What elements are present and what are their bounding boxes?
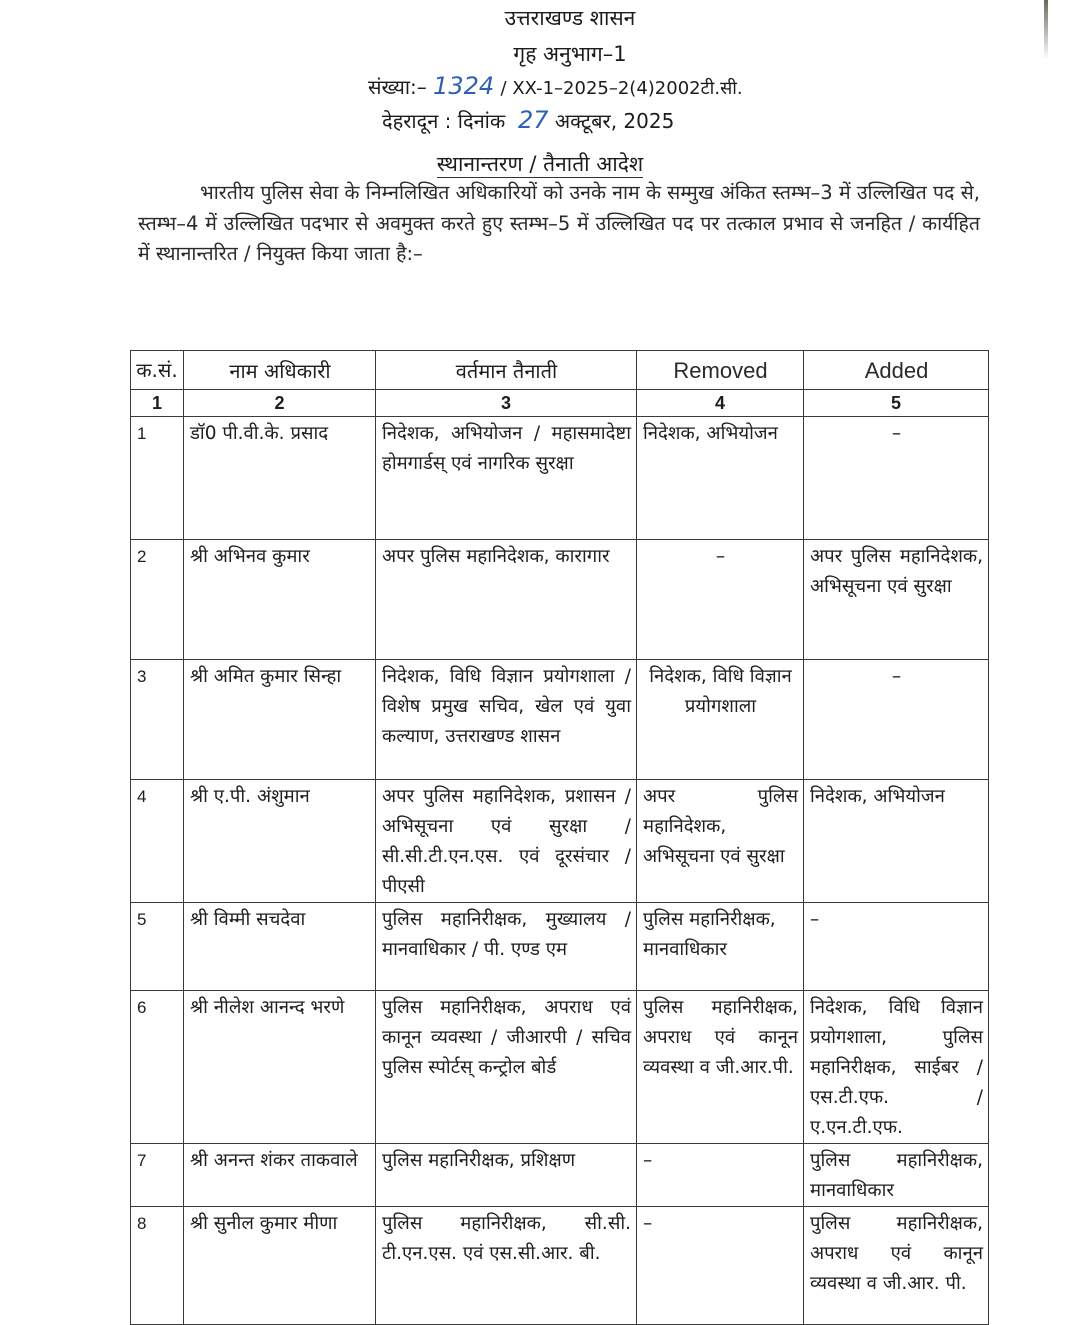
ref-handwritten-number: 1324 [433, 72, 495, 100]
serial-cell: 8 [131, 1207, 184, 1325]
name-cell: श्री नीलेश आनन्द भरणे [184, 991, 376, 1144]
added-cell: – [804, 417, 989, 540]
table-row [131, 1207, 989, 1325]
removed-cell: पुलिस महानिरीक्षक, मानवाधिकार [637, 903, 804, 991]
serial-cell: 5 [131, 903, 184, 991]
current-posting-cell: निदेशक, अभियोजन / महासमादेष्टा होमगार्डस् एवं नागरिक सुरक्षा [376, 417, 637, 540]
table-header-row [131, 351, 989, 390]
table-row [131, 540, 989, 660]
name-cell: श्री विम्मी सचदेवा [184, 903, 376, 991]
current-posting-cell: पुलिस महानिरीक्षक, प्रशिक्षण [376, 1144, 637, 1207]
removed-cell: – [637, 1207, 804, 1325]
column-number: 3 [376, 390, 637, 417]
name-cell: श्री ए.पी. अंशुमान [184, 780, 376, 903]
removed-cell: – [637, 1144, 804, 1207]
current-posting-cell: पुलिस महानिरीक्षक, सी.सी. टी.एन.एस. एवं एस.सी.आर. बी. [376, 1207, 637, 1325]
column-number: 2 [184, 390, 376, 417]
date-label: देहरादून : दिनांक [382, 109, 506, 133]
column-number: 4 [637, 390, 804, 417]
name-cell: श्री अमित कुमार सिन्हा [184, 660, 376, 780]
name-cell: श्री सुनील कुमार मीणा [184, 1207, 376, 1325]
serial-cell: 1 [131, 417, 184, 540]
name-cell: श्री अनन्त शंकर ताकवाले [184, 1144, 376, 1207]
order-title-text: स्थानान्तरण / तैनाती आदेश [436, 152, 644, 176]
ref-code: / XX-1–2025–2(4)2002टी.सी. [500, 78, 743, 99]
added-cell: निदेशक, अभियोजन [804, 780, 989, 903]
transfer-table [130, 350, 989, 1325]
serial-cell: 4 [131, 780, 184, 903]
added-cell: – [804, 903, 989, 991]
header-name: नाम अधिकारी [184, 351, 376, 390]
section-heading: गृह अनुभाग–1 [513, 42, 627, 66]
table-row [131, 660, 989, 780]
table-row [131, 1144, 989, 1207]
name-cell: श्री अभिनव कुमार [184, 540, 376, 660]
current-posting-cell: निदेशक, विधि विज्ञान प्रयोगशाला / विशेष प्रमुख सचिव, खेल एवं युवा कल्याण, उत्तराखण्ड शासन [376, 660, 637, 780]
table-row [131, 780, 989, 903]
header-added: Added [804, 351, 989, 390]
table-row [131, 903, 989, 991]
table-row [131, 417, 989, 540]
government-heading: उत्तराखण्ड शासन [504, 6, 636, 30]
added-cell: पुलिस महानिरीक्षक, मानवाधिकार [804, 1144, 989, 1207]
column-number: 5 [804, 390, 989, 417]
table-row [131, 991, 989, 1144]
current-posting-cell: अपर पुलिस महानिदेशक, प्रशासन / अभिसूचना एवं सुरक्षा / सी.सी.टी.एन.एस. एवं दूरसंचार / पीएसी [376, 780, 637, 903]
column-number: 1 [131, 390, 184, 417]
removed-cell: – [637, 540, 804, 660]
current-posting-cell: पुलिस महानिरीक्षक, अपराध एवं कानून व्यवस्था / जीआरपी / सचिव पुलिस स्पोर्टस् कन्ट्रोल बोर्ड [376, 991, 637, 1144]
current-posting-cell: अपर पुलिस महानिदेशक, कारागार [376, 540, 637, 660]
removed-cell: पुलिस महानिरीक्षक, अपराध एवं कानून व्यवस्था व जी.आर.पी. [637, 991, 804, 1144]
order-date [382, 106, 674, 134]
serial-cell: 2 [131, 540, 184, 660]
header-current-posting: वर्तमान तैनाती [376, 351, 637, 390]
name-cell: डॉ0 पी.वी.के. प्रसाद [184, 417, 376, 540]
intro-paragraph: भारतीय पुलिस सेवा के निम्नलिखित अधिकारियों को उनके नाम के सम्मुख अंकित स्तम्भ–3 में उल्लिखित पद से, स्तम्भ–4 में उल्लिखित पदभार से अवमुक्त करते हुए स्तम्भ–5 में उल्लिखित पद पर तत्काल प्रभाव से जनहित / कार्यहित में स्थानान्तरित / नियुक्त किया जाता है:– [138, 181, 980, 265]
header-serial: क.सं. [131, 351, 184, 390]
date-handwritten-day: 27 [517, 106, 549, 134]
reference-number [368, 72, 743, 100]
date-month-year: अक्टूबर, 2025 [554, 109, 675, 133]
order-title [0, 150, 1080, 178]
added-cell: – [804, 660, 989, 780]
removed-cell: निदेशक, अभियोजन [637, 417, 804, 540]
serial-cell: 7 [131, 1144, 184, 1207]
column-number-row [131, 390, 989, 417]
added-cell: निदेशक, विधि विज्ञान प्रयोगशाला, पुलिस महानिरीक्षक, साईबर / एस.टी.एफ. / ए.एन.टी.एफ. [804, 991, 989, 1144]
added-cell: पुलिस महानिरीक्षक, अपराध एवं कानून व्यवस्था व जी.आर. पी. [804, 1207, 989, 1325]
header-removed: Removed [637, 351, 804, 390]
added-cell: अपर पुलिस महानिदेशक, अभिसूचना एवं सुरक्षा [804, 540, 989, 660]
removed-cell: निदेशक, विधि विज्ञान प्रयोगशाला [637, 660, 804, 780]
serial-cell: 6 [131, 991, 184, 1144]
removed-cell: अपर पुलिस महानिदेशक, अभिसूचना एवं सुरक्षा [637, 780, 804, 903]
serial-cell: 3 [131, 660, 184, 780]
ref-label: संख्या:– [368, 75, 427, 99]
current-posting-cell: पुलिस महानिरीक्षक, मुख्यालय / मानवाधिकार / पी. एण्ड एम [376, 903, 637, 991]
